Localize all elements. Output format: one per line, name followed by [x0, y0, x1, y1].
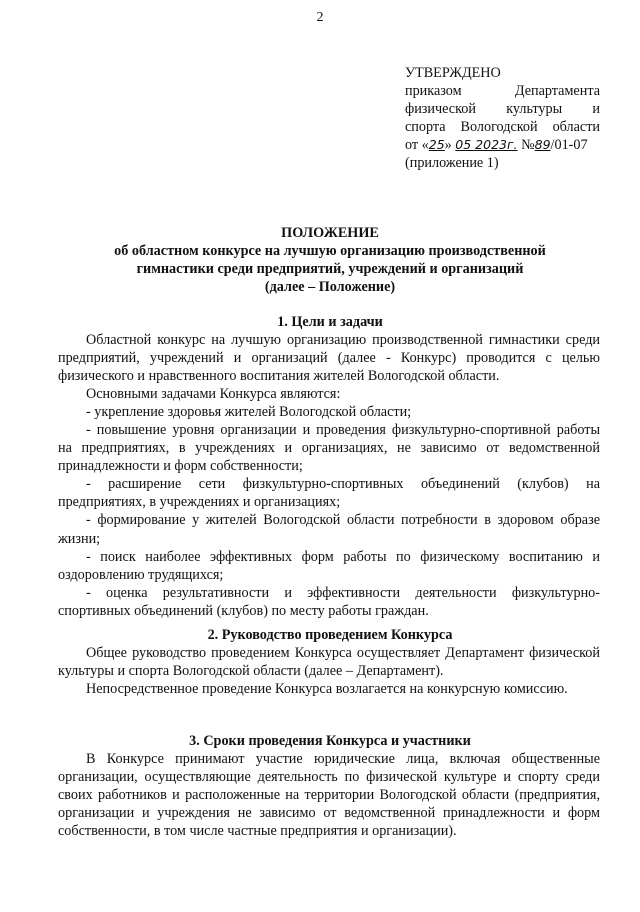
- approval-header: УТВЕРЖДЕНО: [405, 65, 501, 81]
- date-mid: »: [444, 137, 452, 153]
- num-prefix: №: [521, 137, 535, 153]
- page-number: 2: [316, 10, 324, 25]
- section-1-paragraph-2: Основными задачами Конкурса являются:: [86, 386, 341, 403]
- title-line-4: (далее – Положение): [264, 279, 396, 295]
- task-item: - повышение уровня организации и проведения физкультурно-спортивной работы на предприятиях, в учреждениях и организациях, не зависимо от ведомственной принадлежности и форм собственности;: [58, 422, 600, 475]
- approval-line-3: спорта Вологодской области: [405, 119, 600, 135]
- title-line-3: гимнастики среди предприятий, учреждений и организаций: [136, 261, 524, 277]
- title-line-1: ПОЛОЖЕНИЕ: [281, 225, 379, 241]
- date-day: 25: [428, 137, 445, 152]
- document-title: [40, 224, 620, 296]
- approval-appendix: (приложение 1): [405, 155, 499, 171]
- task-item: - поиск наиболее эффективных форм работы по физическому воспитанию и оздоровлению трудящихся;: [58, 548, 600, 583]
- section-1-paragraph-1: Областной конкурс на лучшую организацию производственной гимнастики среди предприятий, учреждений и организаций (далее - Конкурс) проводится с целью физического и нравственного воспитания жителей Вологодской области.: [58, 332, 600, 385]
- date-month-year: 05 2023г.: [455, 137, 518, 152]
- section-2-heading: 2. Руководство проведением Конкурса: [207, 627, 453, 643]
- section-3-heading: 3. Сроки проведения Конкурса и участники: [189, 733, 471, 749]
- section-2-body: [58, 644, 600, 698]
- section-3-body: [58, 750, 600, 840]
- approval-date-line: [405, 136, 600, 154]
- approval-block: [405, 64, 600, 172]
- task-item: - укрепление здоровья жителей Вологодской области;: [86, 404, 412, 421]
- section-1-heading: 1. Цели и задачи: [277, 314, 383, 330]
- section-1-body: [58, 331, 600, 620]
- order-number: 89: [534, 137, 551, 152]
- task-item: - расширение сети физкультурно-спортивных объединений (клубов) на предприятиях, в учреждениях и организациях;: [58, 476, 600, 511]
- approval-line-1: приказом Департамента: [405, 83, 600, 99]
- approval-line-2: физической культуры и: [405, 101, 600, 117]
- num-suffix: /01-07: [550, 137, 588, 153]
- task-item: - формирование у жителей Вологодской области потребности в здоровом образе жизни;: [58, 512, 600, 547]
- title-line-2: об областном конкурсе на лучшую организацию производственной: [114, 243, 546, 259]
- task-item: - оценка результативности и эффективности деятельности физкультурно-спортивных объединений (клубов) по месту работы граждан.: [58, 584, 600, 619]
- section-2-paragraph-2: Непосредственное проведение Конкурса возлагается на конкурсную комиссию.: [86, 681, 568, 698]
- date-prefix: от «: [405, 137, 429, 153]
- section-2-paragraph-1: Общее руководство проведением Конкурса осуществляет Департамент физической культуры и спорта Вологодской области (далее – Департамент).: [58, 645, 600, 680]
- section-3-paragraph-1: В Конкурсе принимают участие юридические лица, включая общественные организации, осуществляющие деятельность по физической культуре и спорту среди своих работников и расположенные на территории Вологодской области (предприятия, организации и учреждения не зависимо от ведомственной принадлежности и форм собственности, в том числе частные предприятия и организации).: [58, 751, 600, 840]
